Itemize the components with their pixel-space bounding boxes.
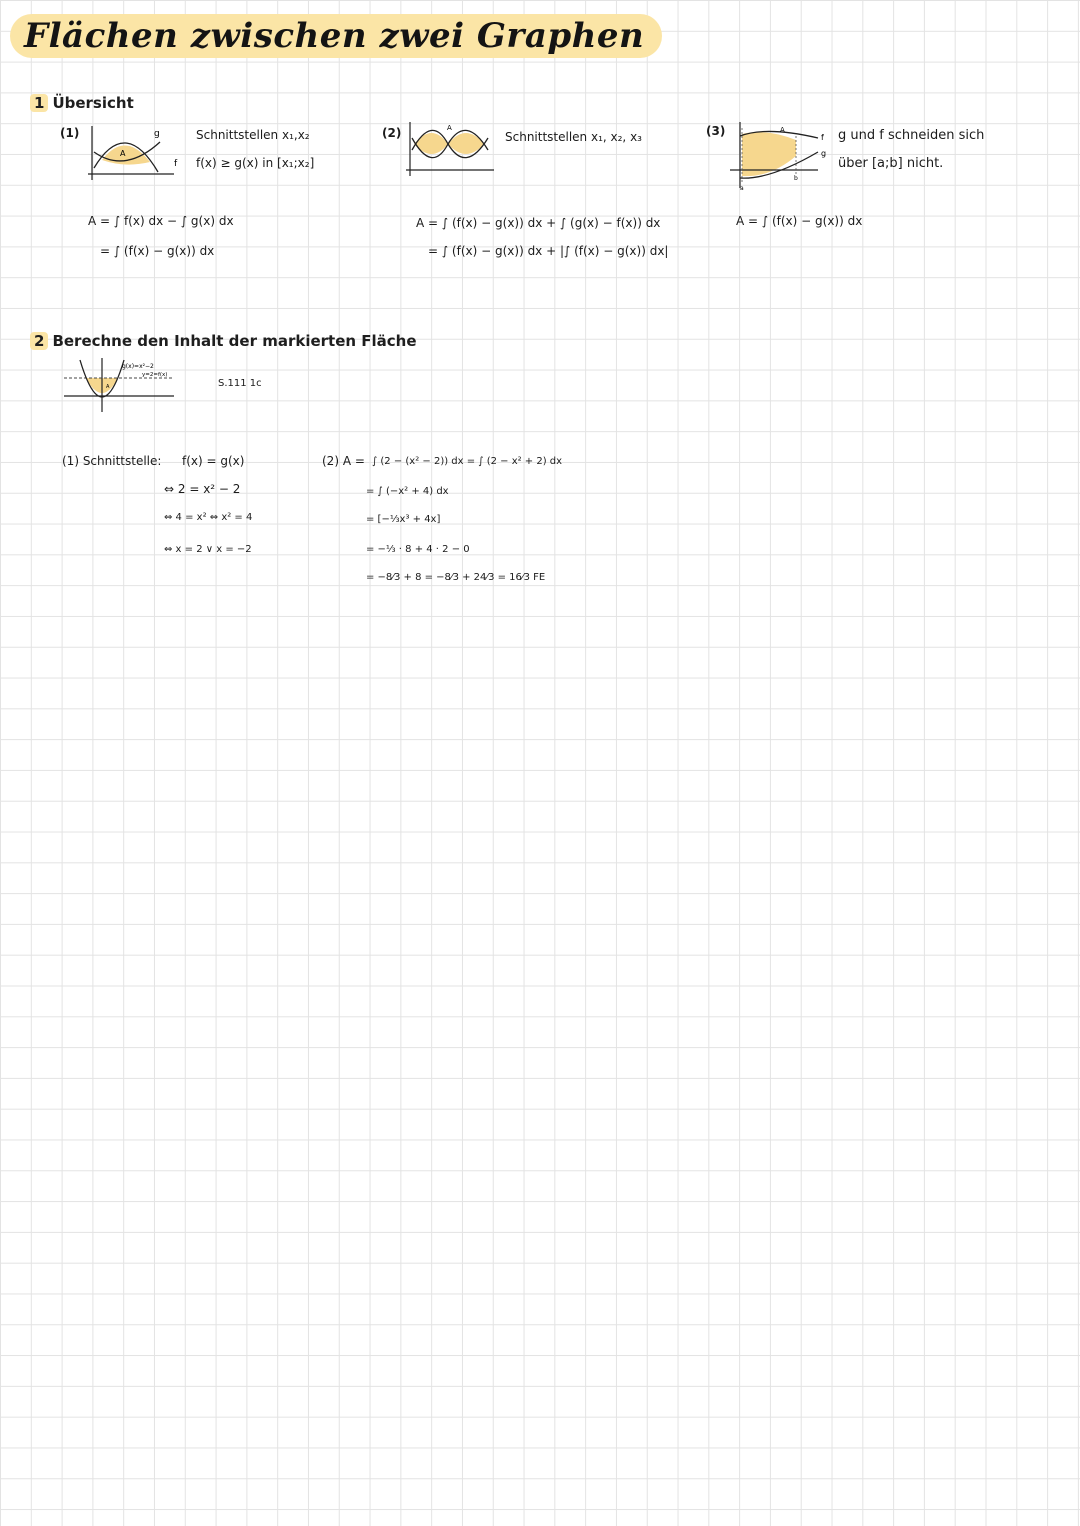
section-2-title: Berechne den Inhalt der markierten Fläche [52,332,417,350]
step-2-line-2: = ∫ (−x² + 4) dx [366,486,449,497]
case-1-intersections: Schnittstellen x₁,x₂ [196,128,310,142]
step-2-label: (2) A = [322,454,365,468]
case-2-intersections: Schnittstellen x₁, x₂, x₃ [505,130,642,144]
step-1-line-4: ⇔ x = 2 ∨ x = −2 [164,544,252,555]
case-3-graph-b-label: b [794,175,798,182]
step-1-line-2: ⇔ 2 = x² − 2 [164,482,241,496]
step-1-label: (1) Schnittstelle: [62,454,162,468]
case-1-formula-1: A = ∫ f(x) dx − ∫ g(x) dx [88,214,234,228]
section-1-heading [30,94,134,112]
section-2-graph [64,356,184,414]
case-3-graph-a-label: a [740,185,744,192]
case-2-graph [402,118,497,180]
case-2-graph-area-label: A [447,124,452,132]
case-1-graph-g-label: g [154,129,160,139]
section-2-number: 2 [30,332,48,350]
case-1-label: (1) [60,126,80,140]
case-3-graph [726,118,826,192]
case-2-formula-1: A = ∫ (f(x) − g(x)) dx + ∫ (g(x) − f(x)) dx [416,216,661,230]
case-3-graph-f-label: f [821,133,824,142]
step-2-line-3: = [−⅓x³ + 4x] [366,514,441,525]
case-1-graph-area-label: A [120,149,126,158]
case-1-condition: f(x) ≥ g(x) in [x₁;x₂] [196,156,315,170]
case-3-note-1: g und f schneiden sich [838,128,985,143]
section-2-graph-f-label: y=2=f(x) [142,372,168,378]
case-2-label: (2) [382,126,402,140]
case-3-graph-g-label: g [821,149,827,158]
section-1-title: Übersicht [52,94,134,112]
section-2-graph-area-label: A [106,384,110,390]
case-3-label: (3) [706,124,726,138]
step-2-line-1: ∫ (2 − (x² − 2)) dx = ∫ (2 − x² + 2) dx [372,456,563,467]
case-1-graph-f-label: f [174,159,178,169]
case-1-graph [80,122,180,182]
case-2-formula-2: = ∫ (f(x) − g(x)) dx + |∫ (f(x) − g(x)) dx| [428,244,669,258]
step-1-line-1: f(x) = g(x) [182,454,245,468]
case-3-graph-area-label: A [780,126,785,134]
case-1-formula-2: = ∫ (f(x) − g(x)) dx [100,244,215,258]
section-2-page-ref: S.111 1c [218,378,262,389]
section-2-heading [30,332,417,350]
section-1-number: 1 [30,94,48,112]
step-1-line-3: ⇔ 4 = x² ⇔ x² = 4 [164,512,253,523]
step-2-line-5: = −8⁄3 + 8 = −8⁄3 + 24⁄3 = 16⁄3 FE [366,572,546,583]
step-2-line-4: = −⅓ · 8 + 4 · 2 − 0 [366,544,470,555]
case-3-note-2: über [a;b] nicht. [838,156,944,171]
section-2-graph-g-label: g(x)=x²−2 [122,363,154,370]
case-3-formula: A = ∫ (f(x) − g(x)) dx [736,214,863,228]
page-title: Flächen zwischen zwei Graphen [10,14,662,58]
